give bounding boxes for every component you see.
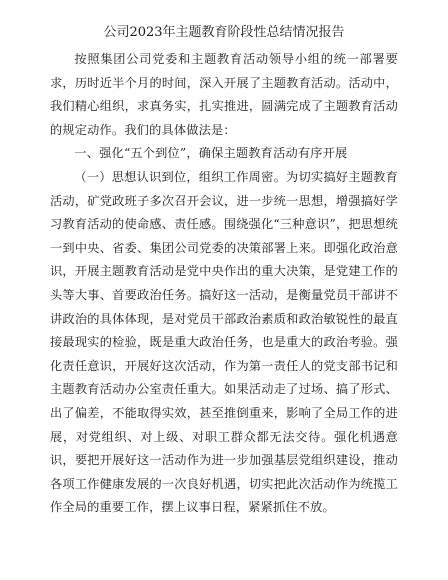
subsection-paragraph: （一）思想认识到位，组织工作周密。为切实搞好主题教育活动，矿党政班子多次召开会议，进一步统一思想，增强搞好学习教育活动的使命感、责任感。围绕强化“三种意识”，把思想统一到中央、省委、集团公司党委的决策部署上来。即强化政治意识，开展主题教育活动是党中央作出的重大决策，是党建工作的头等大事、首要政治任务。搞好这一活动，是衡量党员干部讲不讲政治的具体体现，是对党员干部政治素质和政治敏锐性的最直接最现实的检验，既是重大政治任务，也是重大的政治考验。强化责任意识，开展好这次活动，作为第一责任人的党支部书记和主题教育活动办公室责任重大。如果活动走了过场、搞了形式、出了偏差，不能取得实效，甚至推倒重来，影响了全局工作的进展，对党组织、对上级、对职工群众都无法交待。强化机遇意识，要把开展好这一活动作为进一步加强基层党组织建设，推动各项工作健康发展的一次良好机遇，切实把此次活动作为统揽工作全局的重要工作，摆上议事日程，紧紧抓住不放。 bbox=[50, 169, 398, 515]
document-page bbox=[50, 24, 398, 520]
intro-paragraph: 按照集团公司党委和主题教育活动领导小组的统一部署要求，历时近半个月的时间，深入开展了主题教育活动。活动中，我们精心组织，求真务实，扎实推进，圆满完成了主题教育活动的规定动作。我们的具体做法是： bbox=[50, 52, 398, 137]
document-title: 公司2023年主题教育阶段性总结情况报告 bbox=[103, 25, 345, 40]
section-heading: 一、强化“五个到位”，确保主题教育活动有序开展 bbox=[74, 146, 348, 161]
